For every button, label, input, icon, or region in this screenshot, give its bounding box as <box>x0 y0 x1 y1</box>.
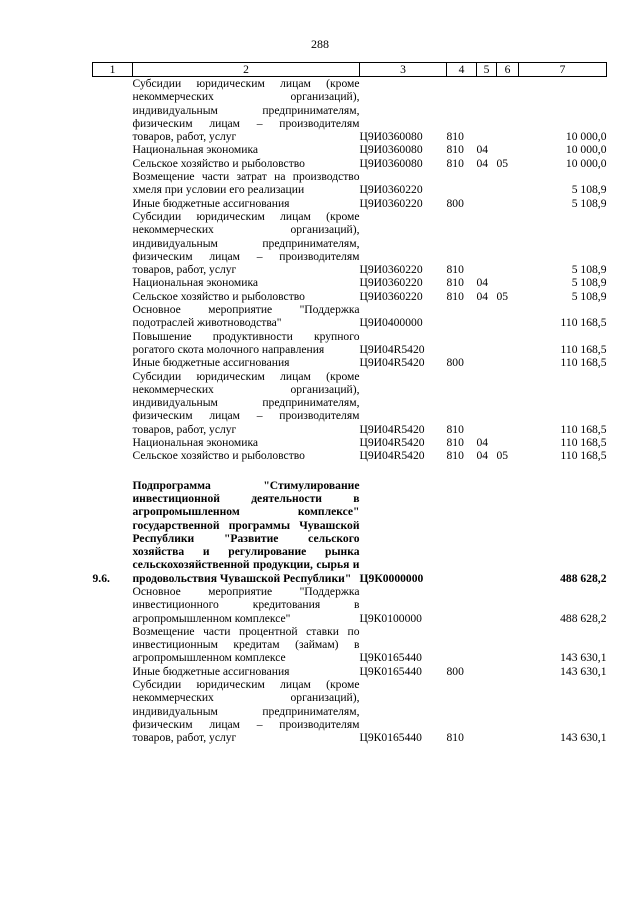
expense-type: 810 <box>446 731 464 745</box>
section-code <box>477 197 497 210</box>
subsection-code <box>497 210 519 276</box>
target-code: Ц9И04R5420 <box>359 449 425 463</box>
item-name: Национальная экономика <box>132 143 259 157</box>
amount: 143 630,1 <box>560 731 607 745</box>
expense-type: 800 <box>446 664 464 678</box>
table-row <box>93 197 607 210</box>
amount: 143 630,1 <box>560 664 607 678</box>
subsection-code <box>497 479 519 585</box>
expense-type: 810 <box>446 449 464 463</box>
section-number <box>93 210 133 276</box>
section-number: 9.6. <box>92 571 110 585</box>
section-number <box>93 449 133 462</box>
item-name: Иные бюджетные ассигнования <box>132 196 290 210</box>
column-header: 4 <box>447 63 477 77</box>
column-header: 3 <box>360 63 447 77</box>
table-row <box>93 330 607 357</box>
subsection-code: 05 <box>496 449 509 463</box>
subsection-code <box>497 625 519 665</box>
amount: 10 000,0 <box>565 143 607 157</box>
amount: 143 630,1 <box>560 651 607 665</box>
item-name: Иные бюджетные ассигнования <box>132 356 290 370</box>
section-code <box>477 330 497 357</box>
expense-type <box>447 303 477 330</box>
section-code: 04 <box>476 289 489 303</box>
expense-type: 810 <box>446 263 464 277</box>
section-number <box>93 276 133 289</box>
target-code: Ц9И0400000 <box>359 316 423 330</box>
section-number <box>93 370 133 436</box>
section-number <box>93 77 133 144</box>
column-header: 2 <box>133 63 360 77</box>
table-row <box>93 678 607 744</box>
expense-type: 810 <box>446 422 464 436</box>
spacer-row <box>93 463 607 479</box>
subsection-code <box>497 370 519 436</box>
item-name: Подпрограмма "Стимулирование инвестиционной деятельности в агропромышленном комплексе" государственной программы Чувашской Республики "Развитие сельского хозяйства и регулирование рынка сельскохозяйственной продукции, сырья и продовольствия Чувашской Республики" <box>132 478 360 585</box>
amount: 5 108,9 <box>571 196 607 210</box>
table-row <box>93 479 607 585</box>
target-code: Ц9И0360080 <box>359 143 423 157</box>
expense-type: 800 <box>446 356 464 370</box>
subsection-code <box>497 585 519 625</box>
section-code <box>477 370 497 436</box>
target-code: Ц9И0360220 <box>359 183 423 197</box>
section-number <box>93 197 133 210</box>
subsection-code <box>497 678 519 744</box>
table-row <box>93 77 607 144</box>
amount: 488 628,2 <box>560 571 607 585</box>
section-code: 04 <box>476 143 489 157</box>
amount: 488 628,2 <box>560 611 607 625</box>
section-number <box>93 665 133 678</box>
spacer-cell <box>93 463 607 479</box>
table-row <box>93 143 607 156</box>
subsection-code <box>497 197 519 210</box>
section-code <box>477 170 497 197</box>
amount: 110 168,5 <box>560 422 607 436</box>
column-header: 7 <box>519 63 607 77</box>
subsection-code <box>497 436 519 449</box>
target-code: Ц9К0165440 <box>359 664 422 678</box>
section-code: 04 <box>476 449 489 463</box>
section-code <box>477 625 497 665</box>
amount: 10 000,0 <box>565 130 607 144</box>
item-name: Субсидии юридическим лицам (кроме некоммерческих организаций), индивидуальным предпринимателям, физическим лицам – производителям товаров, работ, услуг <box>132 369 360 436</box>
item-name: Возмещение части процентной ставки по инвестиционным кредитам (займам) в агропромышленном комплексе <box>132 624 360 665</box>
amount: 5 108,9 <box>571 263 607 277</box>
table-row <box>93 585 607 625</box>
section-code <box>477 479 497 585</box>
subsection-code <box>497 330 519 357</box>
item-name: Сельское хозяйство и рыболовство <box>132 289 305 303</box>
table-row <box>93 290 607 303</box>
section-code <box>477 678 497 744</box>
subsection-code: 05 <box>496 289 509 303</box>
target-code: Ц9И04R5420 <box>359 422 425 436</box>
target-code: Ц9К0165440 <box>359 651 422 665</box>
expense-type: 810 <box>446 156 464 170</box>
target-code: Ц9И04R5420 <box>359 356 425 370</box>
amount: 110 168,5 <box>560 342 607 356</box>
item-name: Субсидии юридическим лицам (кроме некоммерческих организаций), индивидуальным предпринимателям, физическим лицам – производителям товаров, работ, услуг <box>132 678 360 745</box>
target-code: Ц9И0360220 <box>359 276 423 290</box>
table-row <box>93 625 607 665</box>
item-name: Субсидии юридическим лицам (кроме некоммерческих организаций), индивидуальным предпринимателям, физическим лицам – производителям товаров, работ, услуг <box>132 77 360 144</box>
amount: 5 108,9 <box>571 276 607 290</box>
table-row <box>93 210 607 276</box>
target-code: Ц9К0000000 <box>359 571 424 585</box>
section-number <box>93 356 133 369</box>
amount: 110 168,5 <box>560 356 607 370</box>
section-code: 04 <box>476 276 489 290</box>
column-number-header <box>93 63 607 77</box>
amount: 110 168,5 <box>560 436 607 450</box>
subsection-code <box>497 77 519 144</box>
column-header: 5 <box>477 63 497 77</box>
budget-table <box>92 62 607 745</box>
section-number <box>93 170 133 197</box>
section-code <box>477 585 497 625</box>
expense-type <box>447 170 477 197</box>
section-code <box>477 210 497 276</box>
table-row <box>93 665 607 678</box>
column-header: 1 <box>93 63 133 77</box>
item-name: Возмещение части затрат на производство хмеля при условии его реализации <box>132 170 360 197</box>
expense-type <box>447 585 477 625</box>
section-code <box>477 303 497 330</box>
section-number <box>93 625 133 665</box>
amount: 110 168,5 <box>560 449 607 463</box>
section-code <box>477 77 497 144</box>
section-number <box>93 143 133 156</box>
section-number <box>93 157 133 170</box>
table-row <box>93 303 607 330</box>
section-code: 04 <box>476 436 489 450</box>
subsection-code <box>497 170 519 197</box>
expense-type: 810 <box>446 276 464 290</box>
table-row <box>93 170 607 197</box>
expense-type: 810 <box>446 436 464 450</box>
subsection-code <box>497 356 519 369</box>
table-body <box>93 77 607 745</box>
table-row <box>93 356 607 369</box>
amount: 5 108,9 <box>571 183 607 197</box>
page-number: 288 <box>311 37 329 51</box>
item-name: Сельское хозяйство и рыболовство <box>132 449 305 463</box>
section-number <box>93 678 133 744</box>
item-name: Повышение продуктивности крупного рогатого скота молочного направления <box>132 329 360 356</box>
table-row <box>93 370 607 436</box>
expense-type <box>447 479 477 585</box>
target-code: Ц9К0165440 <box>359 731 422 745</box>
table-row <box>93 157 607 170</box>
target-code: Ц9И0360080 <box>359 156 423 170</box>
item-name: Субсидии юридическим лицам (кроме некоммерческих организаций), индивидуальным предпринимателям, физическим лицам – производителям товаров, работ, услуг <box>132 209 360 277</box>
section-code: 04 <box>476 156 489 170</box>
item-name: Иные бюджетные ассигнования <box>132 664 290 678</box>
item-name: Сельское хозяйство и рыболовство <box>132 156 305 170</box>
subsection-code <box>497 665 519 678</box>
section-number <box>93 330 133 357</box>
target-code: Ц9И04R5420 <box>359 342 425 356</box>
target-code: Ц9К0100000 <box>359 611 422 625</box>
target-code: Ц9И0360220 <box>359 289 423 303</box>
target-code: Ц9И0360220 <box>359 196 423 210</box>
expense-type <box>447 330 477 357</box>
section-number <box>93 303 133 330</box>
expense-type: 810 <box>446 143 464 157</box>
amount: 10 000,0 <box>565 156 607 170</box>
amount: 5 108,9 <box>571 289 607 303</box>
subsection-code: 05 <box>496 156 509 170</box>
table-row <box>93 276 607 289</box>
column-header: 6 <box>497 63 519 77</box>
section-number <box>93 290 133 303</box>
section-code <box>477 356 497 369</box>
subsection-code <box>497 143 519 156</box>
section-number <box>93 436 133 449</box>
section-number <box>93 585 133 625</box>
expense-type: 810 <box>446 130 464 144</box>
subsection-code <box>497 276 519 289</box>
expense-type: 800 <box>446 196 464 210</box>
expense-type: 810 <box>446 289 464 303</box>
table-row <box>93 436 607 449</box>
amount: 110 168,5 <box>560 316 607 330</box>
target-code: Ц9И0360080 <box>359 130 423 144</box>
target-code: Ц9И0360220 <box>359 263 423 277</box>
table-row <box>93 449 607 462</box>
item-name: Национальная экономика <box>132 276 259 290</box>
item-name: Национальная экономика <box>132 436 259 450</box>
item-name: Основное мероприятие "Поддержка подотраслей животноводства" <box>132 303 360 330</box>
subsection-code <box>497 303 519 330</box>
expense-type <box>447 625 477 665</box>
item-name: Основное мероприятие "Поддержка инвестиционного кредитования в агропромышленном комплексе" <box>132 584 360 625</box>
target-code: Ц9И04R5420 <box>359 436 425 450</box>
section-code <box>477 665 497 678</box>
